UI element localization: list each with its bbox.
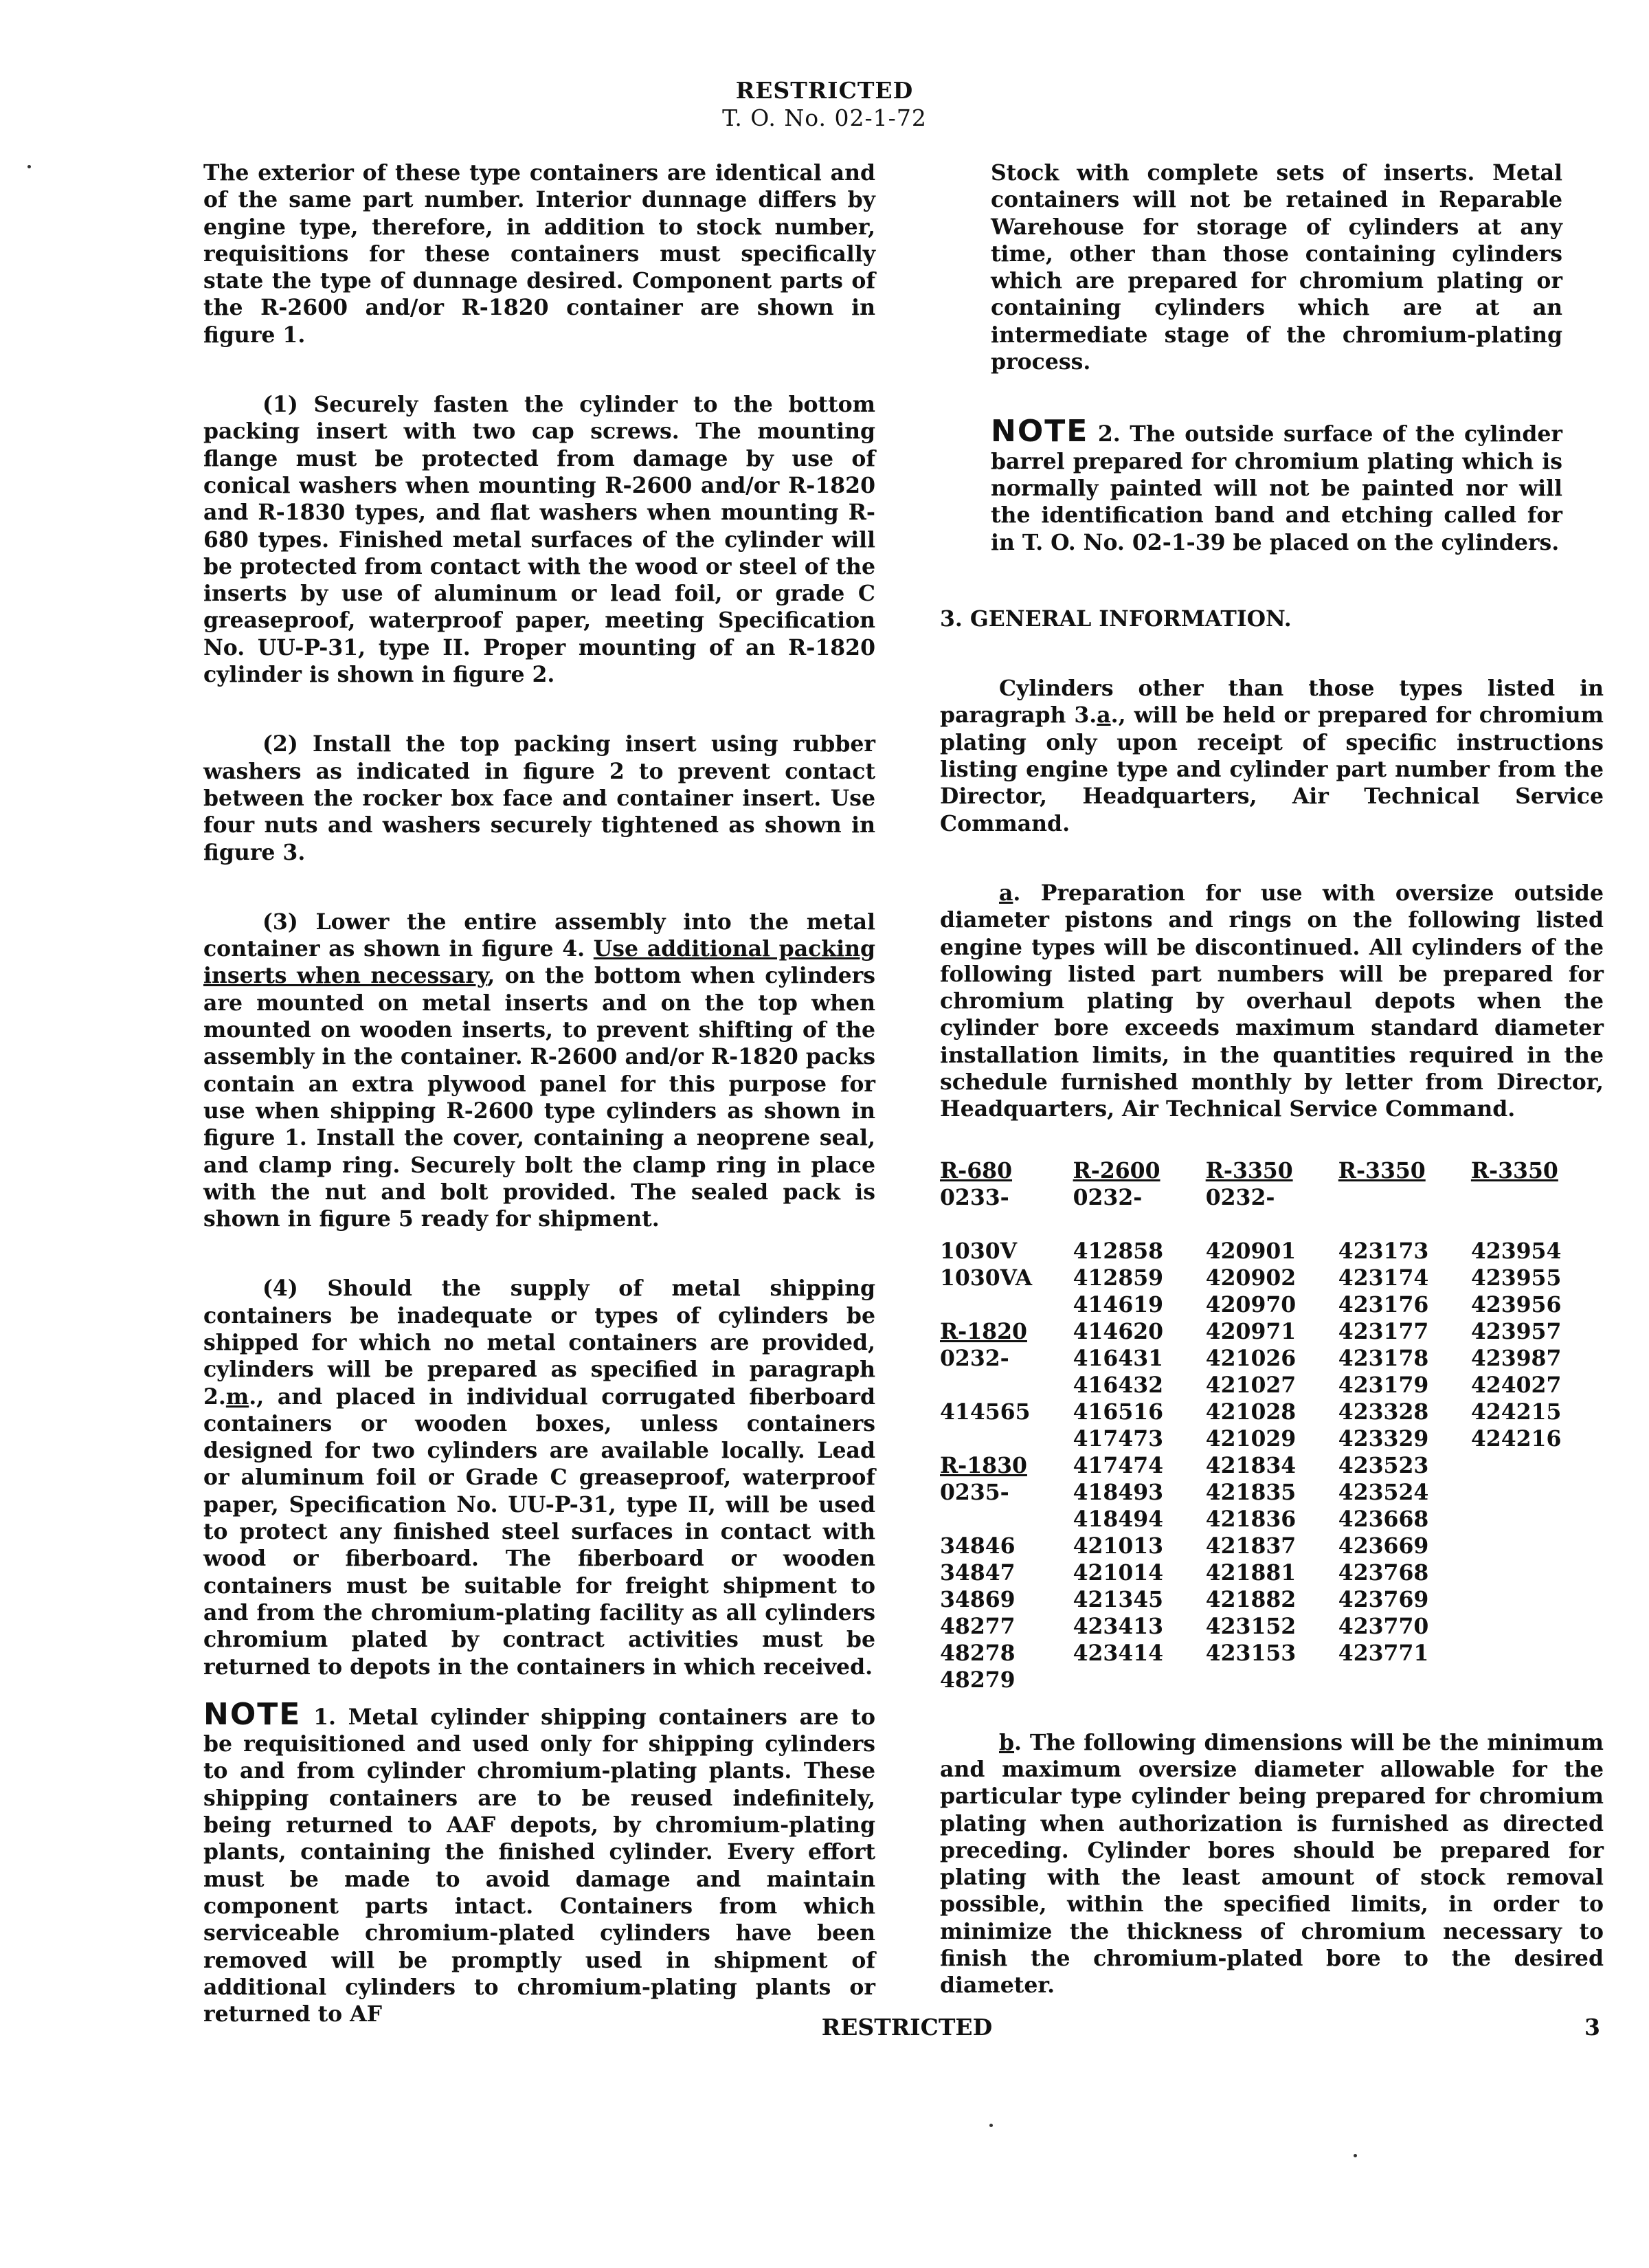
table-cell: 418493 xyxy=(1073,1479,1164,1505)
note-1 xyxy=(203,1696,876,2028)
step-3-underlined-text: Use additional packing inserts when necessary xyxy=(203,936,876,989)
table-cell: 423955 xyxy=(1470,1265,1562,1291)
table-cell: R-3350 xyxy=(1205,1157,1293,1183)
general-info-paragraph xyxy=(940,675,1604,837)
table-cell: 412859 xyxy=(1073,1265,1164,1291)
table-row xyxy=(940,1613,1604,1640)
table-cell: 416431 xyxy=(1073,1345,1164,1371)
paragraph-a xyxy=(940,880,1604,1123)
table-row xyxy=(940,1318,1604,1345)
step-3-paragraph xyxy=(203,909,875,1233)
table-cell: 423768 xyxy=(1338,1559,1429,1586)
table-cell: 423176 xyxy=(1338,1291,1429,1318)
step-3-text-a: (3) Lower the entire assembly into the metal container as shown in figure 4. xyxy=(203,909,875,962)
table-cell: 48277 xyxy=(940,1613,1016,1639)
table-cell: 48279 xyxy=(940,1667,1016,1693)
note-1-label: NOTE xyxy=(203,1696,302,1732)
table-cell: 423177 xyxy=(1338,1318,1429,1344)
table-cell: 34846 xyxy=(940,1533,1016,1559)
table-row xyxy=(940,1425,1604,1452)
table-row xyxy=(940,1640,1604,1667)
scan-speck xyxy=(1354,2154,1357,2157)
table-cell: 421026 xyxy=(1205,1345,1297,1371)
table-cell: 0232- xyxy=(1205,1184,1275,1210)
page-number: 3 xyxy=(1584,2014,1600,2041)
table-cell: 416432 xyxy=(1073,1372,1164,1398)
table-cell: 423173 xyxy=(1338,1238,1429,1264)
paragraph-b-label: b xyxy=(999,1729,1015,1755)
table-cell: 423769 xyxy=(1338,1586,1429,1612)
table-cell: 421027 xyxy=(1205,1372,1297,1398)
note-1-text: 1. Metal cylinder shipping containers are to be requisitioned and used only for shipping cylinders to and from cylinder chromium-plating plants. These shipping containers are to be reused indefinitely, being returned to AAF depots, by chromium-plating plants, containing the finished cylinder. Every effort must be made to avoid damage and maintain component parts intact. Containers from which serviceable chromium-plated cylinders have been removed will be promptly used in shipment of additional cylinders to chromium-plating plants or returned to AF xyxy=(203,1704,876,2027)
intro-paragraph: The exterior of these type containers are identical and of the same part number. Interior dunnage differs by engine type, therefore, in addition to stock number, requisitions for these containers must specifically state the type of dunnage desired. Component parts of the R-2600 and/or R-1820 container are shown in figure 1. xyxy=(203,160,875,348)
right-column xyxy=(940,159,1604,1999)
paragraph-a-label: a xyxy=(999,880,1013,906)
table-row xyxy=(940,1238,1604,1265)
table-cell xyxy=(1338,1211,1471,1238)
table-row xyxy=(940,1479,1604,1506)
table-cell: 424216 xyxy=(1470,1425,1562,1452)
header-restricted: RESTRICTED xyxy=(735,77,914,104)
step-1-paragraph: (1) Securely fasten the cylinder to the bottom packing insert with two cap screws. The mounting flange must be protected from damage by use of conical washers when mounting R-2600 and/or R-1820 and R-1830 types, and flat washers when mounting R-680 types. Finished metal surfaces of the cylinder will be protected from contact with the wood or steel of the inserts by use of aluminum or lead foil, or grade C greaseproof, waterproof paper, meeting Specification No. UU-P-31, type II. Proper mounting of an R-1820 cylinder is shown in figure 2. xyxy=(203,392,875,688)
table-row xyxy=(940,1291,1604,1318)
table-cell: 414565 xyxy=(940,1399,1031,1425)
table-cell: 420901 xyxy=(1205,1238,1297,1264)
table-cell xyxy=(1471,1452,1604,1479)
table-cell: 423954 xyxy=(1470,1238,1562,1264)
table-cell: 421881 xyxy=(1205,1559,1297,1586)
table-cell: 0232- xyxy=(940,1345,1009,1371)
table-cell: 48278 xyxy=(940,1640,1016,1666)
table-cell: 420971 xyxy=(1205,1318,1297,1344)
table-cell: 423328 xyxy=(1338,1399,1429,1425)
step-3-text-b: , on the bottom when cylinders are mounted on metal inserts and on the top when mounted on wooden inserts, to prevent shifting of the assembly in the container. R-2600 and/or R-1820 packs contain an extra plywood panel for this purpose for use when shipping R-2600 type cylinders as shown in figure 1. Install the cover, containing a neoprene seal, and clamp ring. Securely bolt the clamp ring in place with the nut and bolt provided. The sealed pack is shown in figure 5 ready for shipment. xyxy=(203,963,875,1232)
table-cell: 423329 xyxy=(1338,1425,1429,1452)
table-row xyxy=(940,1506,1604,1533)
table-cell: 417473 xyxy=(1073,1425,1164,1452)
table-cell: R-680 xyxy=(940,1157,1013,1183)
table-cell: 421029 xyxy=(1205,1425,1297,1452)
step-4-text-b: ., and placed in individual corrugated fiberboard containers or wooden boxes, unless containers designed for two cylinders are available locally. Lead or aluminum foil or Grade C greaseproof, waterproof paper, Specification No. UU-P-31, type II, will be used to protect any finished steel surfaces in contact with wood or fiberboard. The fiberboard or wooden containers must be suitable for freight shipment to and from the chromium-plating facility as all cylinders chromium plated by contract activities must be returned to depots in the containers in which received. xyxy=(203,1383,875,1680)
table-cell: 421882 xyxy=(1205,1586,1297,1612)
paragraph-b xyxy=(940,1729,1604,1999)
table-cell: 421837 xyxy=(1205,1533,1297,1559)
table-row xyxy=(940,1667,1604,1693)
table-cell: 420902 xyxy=(1205,1265,1297,1291)
table-cell xyxy=(1338,1184,1471,1211)
table-cell xyxy=(1471,1479,1604,1506)
table-cell: 423770 xyxy=(1338,1613,1429,1639)
step-4-underlined-ref: m xyxy=(225,1383,249,1410)
table-cell: 421345 xyxy=(1073,1586,1164,1612)
table-cell: 0232- xyxy=(1073,1184,1143,1210)
table-cell: 423987 xyxy=(1470,1345,1562,1371)
table-cell xyxy=(1206,1211,1338,1238)
table-cell: R-2600 xyxy=(1073,1157,1160,1183)
section-3-heading: 3. GENERAL INFORMATION. xyxy=(940,605,1292,632)
table-cell: R-3350 xyxy=(1338,1157,1426,1183)
step-2-paragraph: (2) Install the top packing insert using rubber washers as indicated in figure 2 to prevent contact between the rocker box face and container insert. Use four nuts and washers securely tightened as shown in figure 3. xyxy=(203,731,875,865)
table-cell xyxy=(1471,1667,1604,1693)
table-row xyxy=(940,1399,1604,1425)
table-cell: 34869 xyxy=(940,1586,1016,1612)
table-cell: R-3350 xyxy=(1470,1157,1558,1183)
table-cell xyxy=(1471,1211,1604,1238)
table-cell xyxy=(1338,1667,1471,1693)
table-cell xyxy=(1206,1667,1338,1693)
part-numbers-table xyxy=(940,1157,1604,1693)
table-cell xyxy=(1471,1559,1604,1586)
step-4-text-a: (4) Should the supply of metal shipping containers be inadequate or types of cylinders be shipped for which no metal containers are provided, cylinders will be prepared as specified in paragraph 2. xyxy=(203,1276,875,1410)
table-row xyxy=(940,1372,1604,1399)
table-cell: 423668 xyxy=(1338,1506,1429,1532)
table-cell: 416516 xyxy=(1073,1399,1164,1425)
table-cell: 421835 xyxy=(1205,1479,1297,1505)
table-cell: 423669 xyxy=(1338,1533,1429,1559)
table-cell: 423153 xyxy=(1205,1640,1297,1666)
table-cell: R-1820 xyxy=(940,1318,1027,1344)
table-cell: 421834 xyxy=(1205,1452,1297,1478)
table-cell: 0233- xyxy=(940,1184,1009,1210)
table-cell: 424027 xyxy=(1470,1372,1562,1398)
paragraph-b-text: . The following dimensions will be the minimum and maximum oversize diameter allowable for the particular type cylinder being prepared for chromium plating when authorization is furnished as directed preceding. Cylinder bores should be prepared for plating with the least amount of stock removal possible, within the specified limits, in order to minimize the thickness of chromium necessary to finish the chromium-plated bore to the desired diameter. xyxy=(940,1729,1604,1999)
table-cell: 1030V xyxy=(940,1238,1018,1264)
table-cell xyxy=(1471,1640,1604,1667)
left-column xyxy=(203,159,875,2027)
table-cell: 423178 xyxy=(1338,1345,1429,1371)
table-cell: 423413 xyxy=(1073,1613,1164,1639)
table-cell xyxy=(1471,1613,1604,1640)
table-cell: 421013 xyxy=(1073,1533,1164,1559)
table-cell: R-1830 xyxy=(940,1452,1027,1478)
table-row xyxy=(940,1559,1604,1586)
table-cell: 421014 xyxy=(1073,1559,1164,1586)
continued-paragraph: Stock with complete sets of inserts. Metal containers will not be retained in Reparable Warehouse for storage of cylinders at any time, other than those containing cylinders which are prepared for chromium plating or containing cylinders which are at an intermediate stage of the chromium-plating process. xyxy=(991,160,1562,375)
table-cell: 423524 xyxy=(1338,1479,1429,1505)
general-info-text-a: Cylinders other than those types listed in paragraph 3. xyxy=(940,676,1604,729)
paragraph-a-text: . Preparation for use with oversize outside diameter pistons and rings on the following listed engine types will be discontinued. All cylinders of the following listed part numbers will be prepared for chromium plating by overhaul depots when the cylinder bore exceeds maximum standard diameter installation limits, in the quantities required in the schedule furnished monthly by letter from Director, Headquarters, Air Technical Service Command. xyxy=(940,880,1604,1122)
table-cell xyxy=(1073,1211,1206,1238)
table-cell: 424215 xyxy=(1470,1399,1562,1425)
table-row xyxy=(940,1211,1604,1238)
scan-speck xyxy=(27,165,31,168)
header-to-number: T. O. No. 02-1-72 xyxy=(722,104,927,131)
table-row xyxy=(940,1452,1604,1479)
table-row xyxy=(940,1345,1604,1372)
table-cell: 1030VA xyxy=(940,1265,1033,1291)
table-cell: 421028 xyxy=(1205,1399,1297,1425)
table-cell xyxy=(940,1291,1073,1318)
table-cell: 423152 xyxy=(1205,1613,1297,1639)
table-cell xyxy=(940,1425,1073,1452)
table-header-row xyxy=(940,1157,1604,1184)
table-cell xyxy=(1471,1586,1604,1613)
note-2 xyxy=(991,414,1563,555)
table-cell: 34847 xyxy=(940,1559,1016,1586)
table-cell: 423956 xyxy=(1470,1291,1562,1318)
table-cell: 414619 xyxy=(1073,1291,1164,1318)
table-row xyxy=(940,1533,1604,1559)
table-cell: 421836 xyxy=(1205,1506,1297,1532)
general-info-underlined-ref: a xyxy=(1097,702,1111,729)
footer-restricted: RESTRICTED xyxy=(821,2014,993,2041)
table-cell: 418494 xyxy=(1073,1506,1164,1532)
table-cell: 423174 xyxy=(1338,1265,1429,1291)
table-row xyxy=(940,1184,1604,1211)
table-cell xyxy=(940,1372,1073,1399)
table-cell: 423414 xyxy=(1073,1640,1164,1666)
table-cell: 423771 xyxy=(1338,1640,1429,1666)
table-row xyxy=(940,1586,1604,1613)
table-cell: 417474 xyxy=(1073,1452,1164,1478)
table-cell: 420970 xyxy=(1205,1291,1297,1318)
table-cell xyxy=(1471,1506,1604,1533)
scan-speck xyxy=(989,2124,993,2127)
table-cell xyxy=(940,1211,1073,1238)
table-cell: 423179 xyxy=(1338,1372,1429,1398)
table-cell: 423957 xyxy=(1470,1318,1562,1344)
table-cell: 414620 xyxy=(1073,1318,1164,1344)
general-info-text-b: ., will be held or prepared for chromium plating only upon receipt of specific instructions listing engine type and cylinder part number from the Director, Headquarters, Air Technical Service Command. xyxy=(940,702,1604,836)
table-cell: 423523 xyxy=(1338,1452,1429,1478)
note-2-label: NOTE xyxy=(991,414,1089,449)
table-cell xyxy=(1471,1184,1604,1211)
table-cell: 412858 xyxy=(1073,1238,1164,1264)
table-row xyxy=(940,1265,1604,1291)
table-cell xyxy=(1073,1667,1206,1693)
note-2-text: 2. The outside surface of the cylinder barrel prepared for chromium plating which is normally painted will not be painted nor will the identification band and etching called for in T. O. No. 02-1-39 be placed on the cylinders. xyxy=(991,421,1563,555)
table-cell xyxy=(1471,1533,1604,1559)
table-cell: 0235- xyxy=(940,1479,1009,1505)
step-4-paragraph xyxy=(203,1275,875,1680)
table-cell xyxy=(940,1506,1073,1533)
